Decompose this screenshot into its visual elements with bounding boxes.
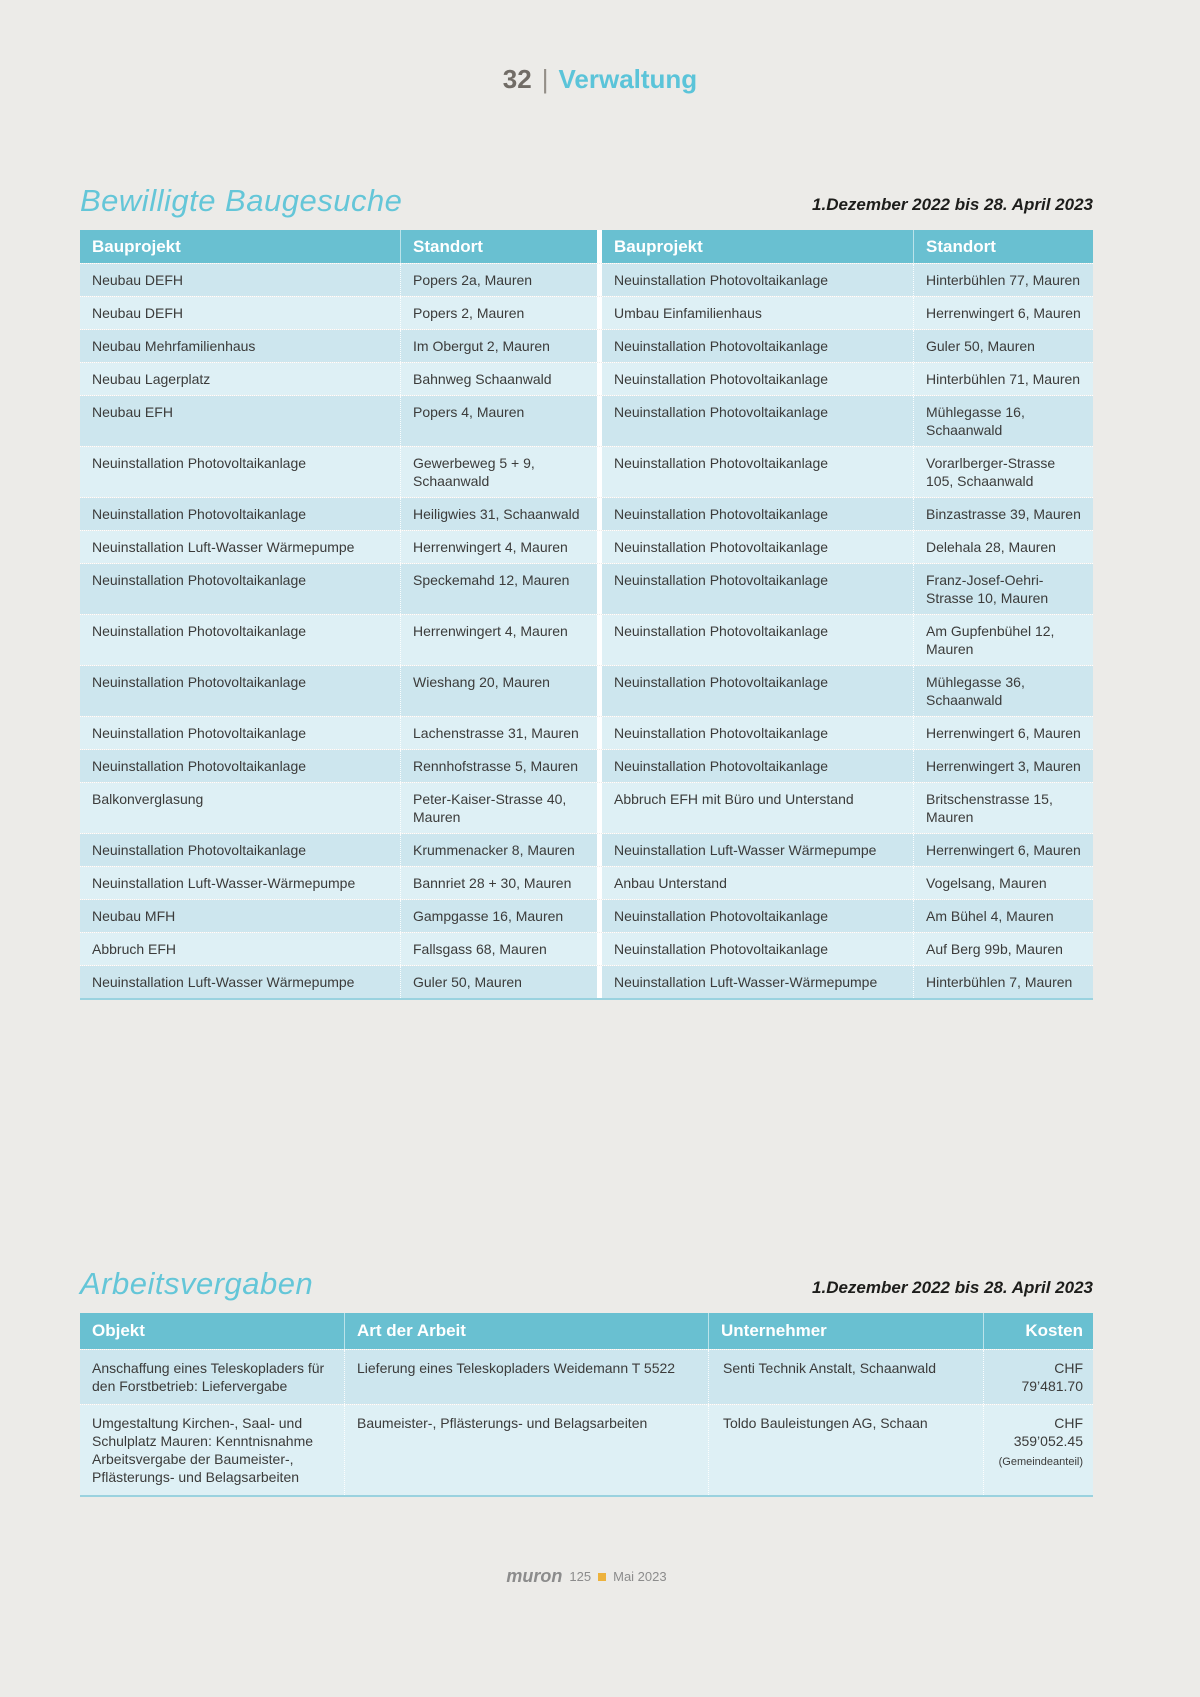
standort-cell: Herrenwingert 4, Mauren [400,531,597,563]
standort-cell: Bahnweg Schaanwald [400,363,597,395]
footer-issue-number: 125 [569,1569,592,1584]
baugesuche-row [80,749,1093,782]
arbeitsvergaben-rows [80,1349,1093,1495]
bauprojekt-cell: Neuinstallation Photovoltaikanlage [602,750,913,782]
unternehmer-cell: Senti Technik Anstalt, Schaanwald [708,1350,983,1404]
arbeitsvergaben-section-header [80,1266,1093,1302]
column-header-bauprojekt-right: Bauprojekt [602,230,913,263]
arbeitsvergaben-date-range: 1.Dezember 2022 bis 28. April 2023 [812,1278,1093,1297]
bauprojekt-cell: Anbau Unterstand [602,867,913,899]
standort-cell: Rennhofstrasse 5, Mauren [400,750,597,782]
standort-cell: Popers 2a, Mauren [400,264,597,296]
standort-cell: Bannriet 28 + 30, Mauren [400,867,597,899]
page-section-title: Verwaltung [558,64,698,94]
standort-cell: Gewerbeweg 5 + 9, Schaanwald [400,447,597,497]
baugesuche-section-header [80,183,1093,219]
bauprojekt-cell: Neuinstallation Photovoltaikanlage [602,666,913,716]
arbeitsvergaben-row [80,1349,1093,1404]
bauprojekt-cell: Neuinstallation Photovoltaikanlage [602,396,913,446]
baugesuche-row [80,932,1093,965]
bauprojekt-cell: Neuinstallation Photovoltaikanlage [602,264,913,296]
baugesuche-row [80,965,1093,998]
standort-cell: Lachenstrasse 31, Mauren [400,717,597,749]
baugesuche-row [80,263,1093,296]
standort-cell: Delehala 28, Mauren [913,531,1093,563]
bauprojekt-cell: Abbruch EFH mit Büro und Unterstand [602,783,913,833]
bauprojekt-cell: Neuinstallation Photovoltaikanlage [602,717,913,749]
bauprojekt-cell: Abbruch EFH [80,933,400,965]
page-footer [80,1566,1093,1587]
standort-cell: Mühlegasse 16, Schaanwald [913,396,1093,446]
column-header-standort-left: Standort [400,230,597,263]
bauprojekt-cell: Balkonverglasung [80,783,400,833]
page-number: 32 [502,64,532,94]
bauprojekt-cell: Neuinstallation Photovoltaikanlage [80,834,400,866]
baugesuche-row [80,329,1093,362]
bauprojekt-cell: Neuinstallation Photovoltaikanlage [80,564,400,614]
standort-cell: Peter-Kaiser-Strasse 40, Mauren [400,783,597,833]
baugesuche-row [80,497,1093,530]
baugesuche-row [80,782,1093,833]
standort-cell: Vorarlberger-Strasse 105, Schaanwald [913,447,1093,497]
baugesuche-row [80,716,1093,749]
baugesuche-row [80,395,1093,446]
art-der-arbeit-cell: Baumeister-, Pflästerungs- und Belagsarbeiten [344,1405,708,1495]
bauprojekt-cell: Neuinstallation Photovoltaikanlage [80,750,400,782]
standort-cell: Mühlegasse 36, Schaanwald [913,666,1093,716]
bauprojekt-cell: Neuinstallation Photovoltaikanlage [602,900,913,932]
baugesuche-row [80,665,1093,716]
bauprojekt-cell: Neuinstallation Photovoltaikanlage [80,717,400,749]
bauprojekt-cell: Neuinstallation Photovoltaikanlage [602,933,913,965]
bauprojekt-cell: Neuinstallation Luft-Wasser-Wärmepumpe [80,867,400,899]
standort-cell: Herrenwingert 3, Mauren [913,750,1093,782]
standort-cell: Vogelsang, Mauren [913,867,1093,899]
arbeitsvergaben-row [80,1404,1093,1495]
standort-cell: Wieshang 20, Mauren [400,666,597,716]
bauprojekt-cell: Neuinstallation Photovoltaikanlage [80,498,400,530]
unternehmer-cell: Toldo Bauleistungen AG, Schaan [708,1405,983,1495]
standort-cell: Hinterbühlen 7, Mauren [913,966,1093,998]
bauprojekt-cell: Neuinstallation Photovoltaikanlage [602,447,913,497]
column-header-unternehmer: Unternehmer [708,1313,983,1349]
standort-cell: Popers 4, Mauren [400,396,597,446]
page-header [0,0,1200,95]
bauprojekt-cell: Neuinstallation Photovoltaikanlage [80,666,400,716]
arbeitsvergaben-title: Arbeitsvergaben [80,1266,314,1301]
column-header-objekt: Objekt [80,1313,344,1349]
bauprojekt-cell: Neuinstallation Photovoltaikanlage [80,615,400,665]
kosten-note: (Gemeindeanteil) [998,1456,1083,1468]
standort-cell: Hinterbühlen 71, Mauren [913,363,1093,395]
bauprojekt-cell: Neuinstallation Photovoltaikanlage [80,447,400,497]
objekt-cell: Anschaffung eines Teleskopladers für den Forstbetrieb: Liefervergabe [80,1350,344,1404]
bauprojekt-cell: Neubau DEFH [80,297,400,329]
standort-cell: Binzastrasse 39, Mauren [913,498,1093,530]
bauprojekt-cell: Umbau Einfamilienhaus [602,297,913,329]
standort-cell: Im Obergut 2, Mauren [400,330,597,362]
standort-cell: Popers 2, Mauren [400,297,597,329]
footer-brand: muron [506,1566,563,1586]
standort-cell: Guler 50, Mauren [400,966,597,998]
standort-cell: Herrenwingert 6, Mauren [913,717,1093,749]
standort-cell: Krummenacker 8, Mauren [400,834,597,866]
baugesuche-row [80,563,1093,614]
standort-cell: Franz-Josef-Oehri-Strasse 10, Mauren [913,564,1093,614]
column-header-standort-right: Standort [913,230,1093,263]
bauprojekt-cell: Neubau EFH [80,396,400,446]
standort-cell: Guler 50, Mauren [913,330,1093,362]
baugesuche-table [80,230,1093,1000]
footer-date: Mai 2023 [613,1569,667,1584]
baugesuche-title: Bewilligte Baugesuche [80,183,403,218]
art-der-arbeit-cell: Lieferung eines Teleskopladers Weidemann T 5522 [344,1350,708,1404]
bauprojekt-cell: Neuinstallation Photovoltaikanlage [602,615,913,665]
baugesuche-header-row [80,230,1093,263]
column-header-bauprojekt-left: Bauprojekt [80,230,400,263]
baugesuche-row [80,446,1093,497]
standort-cell: Britschenstrasse 15, Mauren [913,783,1093,833]
baugesuche-row [80,833,1093,866]
standort-cell: Auf Berg 99b, Mauren [913,933,1093,965]
baugesuche-row [80,614,1093,665]
bauprojekt-cell: Neuinstallation Photovoltaikanlage [602,531,913,563]
header-separator: | [541,64,549,94]
arbeitsvergaben-header-row [80,1313,1093,1349]
bauprojekt-cell: Neuinstallation Photovoltaikanlage [602,498,913,530]
standort-cell: Gampgasse 16, Mauren [400,900,597,932]
standort-cell: Am Gupfenbühel 12, Mauren [913,615,1093,665]
baugesuche-rows [80,263,1093,998]
column-header-art-der-arbeit: Art der Arbeit [344,1313,708,1349]
standort-cell: Fallsgass 68, Mauren [400,933,597,965]
baugesuche-row [80,530,1093,563]
standort-cell: Hinterbühlen 77, Mauren [913,264,1093,296]
standort-cell: Herrenwingert 6, Mauren [913,297,1093,329]
standort-cell: Speckemahd 12, Mauren [400,564,597,614]
kosten-cell: CHF 359’052.45 (Gemeindeanteil) [983,1405,1093,1495]
bauprojekt-cell: Neubau Lagerplatz [80,363,400,395]
arbeitsvergaben-table [80,1313,1093,1497]
objekt-cell: Umgestaltung Kirchen-, Saal- und Schulplatz Mauren: Kenntnisnahme Arbeitsvergabe der Baumeister-, Pflästerungs- und Belagsarbeiten [80,1405,344,1495]
standort-cell: Heiligwies 31, Schaanwald [400,498,597,530]
baugesuche-row [80,866,1093,899]
baugesuche-row [80,362,1093,395]
bauprojekt-cell: Neubau MFH [80,900,400,932]
kosten-cell: CHF 79’481.70 [983,1350,1093,1404]
baugesuche-row [80,296,1093,329]
baugesuche-row [80,899,1093,932]
column-header-kosten: Kosten [983,1313,1093,1349]
bauprojekt-cell: Neubau DEFH [80,264,400,296]
standort-cell: Herrenwingert 4, Mauren [400,615,597,665]
bauprojekt-cell: Neuinstallation Photovoltaikanlage [602,564,913,614]
bauprojekt-cell: Neubau Mehrfamilienhaus [80,330,400,362]
bauprojekt-cell: Neuinstallation Photovoltaikanlage [602,363,913,395]
bauprojekt-cell: Neuinstallation Luft-Wasser-Wärmepumpe [602,966,913,998]
bauprojekt-cell: Neuinstallation Photovoltaikanlage [602,330,913,362]
standort-cell: Am Bühel 4, Mauren [913,900,1093,932]
standort-cell: Herrenwingert 6, Mauren [913,834,1093,866]
footer-square-icon [598,1573,606,1581]
bauprojekt-cell: Neuinstallation Luft-Wasser Wärmepumpe [602,834,913,866]
baugesuche-date-range: 1.Dezember 2022 bis 28. April 2023 [812,195,1093,214]
bauprojekt-cell: Neuinstallation Luft-Wasser Wärmepumpe [80,531,400,563]
bauprojekt-cell: Neuinstallation Luft-Wasser Wärmepumpe [80,966,400,998]
